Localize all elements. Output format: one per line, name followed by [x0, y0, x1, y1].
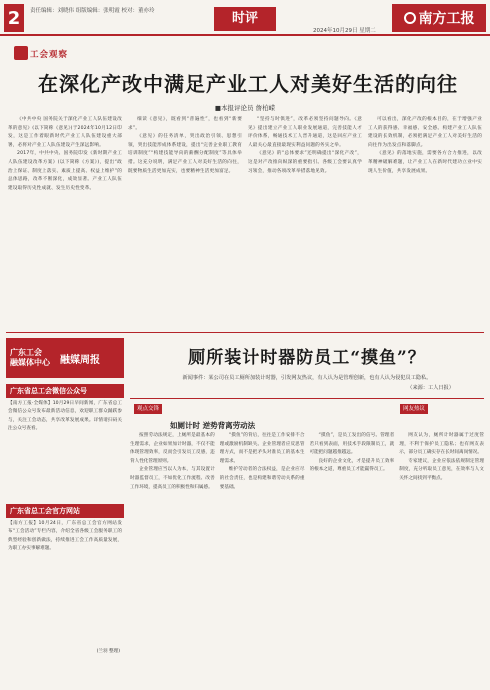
sidebar-title-line: 广东工会 — [10, 348, 42, 357]
paragraph: 良好的企业文化，才是提升员工效率的根本之道，尊重员工才能赢得员工。 — [309, 458, 395, 473]
feature-lead: 新闻事件：某公司在员工厕所加装计时器，引发网友热议，有人认为是管理创新，也有人认为侵犯员工隐私。 — [182, 375, 432, 381]
paragraph: 企业管理应当以人为本，与其设置计时器监督员工，不如优化工作流程、改善工作环境，提高员工的积极性和归属感。 — [130, 467, 215, 490]
sidebar-signoff: (兰羽 整理) — [96, 649, 120, 654]
sidebar-title — [10, 348, 50, 368]
website-box-text: 【南方工报】10月24日，广东省总工会官方网站发布“工会活动”专栏内容，介绍全省各级工会服务职工的典型经验和创新做法，持续推进工会工作高质量发展，为职工办实事解难题。 — [8, 521, 122, 552]
tag-left: 观点交锋 — [134, 404, 162, 414]
editors-credit: 责任编辑：刘晓伟 组版编辑：张明霞 校对：董亦玲 — [30, 8, 155, 14]
article-byline: ■本报评论员 詹柏嵘 — [214, 104, 276, 112]
tag-right: 网友热议 — [400, 404, 428, 414]
paragraph: 按照劳动法规定，上厕所是最基本的生理需求，企业如果加计时器，不仅不能体现管理效率，反而会引发员工反感，违背人性化管理原则。 — [130, 433, 215, 464]
page-header — [0, 0, 490, 36]
section-title: 时评 — [214, 7, 276, 31]
paragraph: 《意见》的“总体要求”还明确提出“深化产改”，这是对产改推向纵深的重要指引。各级工会要认真学习领会，推动各项改革举措落地见效。 — [248, 151, 362, 174]
article-body — [8, 116, 482, 328]
feature-headline: 厕所装计时器防员工“摸鱼”？ — [188, 347, 426, 368]
article-column — [248, 116, 362, 328]
logo-mark-icon — [404, 12, 416, 24]
sidebar-header — [6, 338, 124, 378]
paragraph: 专家建议，企业应依法依规制定管理制度，充分听取员工意见，在效率与人文关怀之间找到平衡点。 — [399, 458, 484, 481]
paragraph: 细读《意见》，既看到“普遍性”，也看到“新要求”。 — [128, 117, 242, 131]
paragraph: 网友认为，厕所计时器属于过度管理，不利于保护员工隐私；也有网友表示，部分员工确实存在长时间离岗情况。 — [399, 433, 484, 456]
feature-subtitle: 如厕计时 逆势背离劳动法 — [170, 421, 256, 430]
article-headline: 在深化产改中满足产业工人对美好生活的向往 — [38, 72, 458, 96]
page-number: 2 — [4, 4, 24, 32]
paragraph: 2017年，中共中央、国务院印发《新时期产业工人队伍建设改革方案》(以下简称《方案》)，提出“政治上保证、制度上落实、素质上提高、权益上维护”的总体思路，改革不断深化，成效显著。产业工人队伍建设取得历史性成就、发生历史性变革。 — [8, 151, 122, 191]
paragraph: “摸鱼”，是员工发出的信号。管理者若只看到表面，用技术手段限制员工，就可能把问题越推越远。 — [309, 433, 395, 456]
paragraph: 维护劳动者的合法权益，是企业应尽的社会责任，也是构建和谐劳动关系的重要基础。 — [219, 467, 305, 490]
website-box-title: 广东省总工会官方网站 — [6, 504, 124, 518]
paragraph: 《中共中央 国务院关于深化产业工人队伍建设改革的意见》(以下简称《意见》)于2024年10月12日印发，这是工作着眼新时代产业工人队伍建设重大部署，必将对产业工人队伍建设产生深远影响。 — [8, 117, 122, 148]
wechat-box-text: 【南方工报·全媒体】10月29日早间新闻，广东省总工会微信公众号发布最新活动信息，欢迎职工群众踊跃参与，关注工会动态，共享改革发展成果。详情请扫码关注公众号查看。 — [8, 401, 122, 432]
feature-divider — [130, 398, 484, 399]
logo-text: 南方工报 — [418, 11, 475, 27]
feature-column — [310, 432, 395, 684]
article-column — [368, 116, 482, 328]
article-column — [128, 116, 242, 328]
paragraph: “摸鱼”的背后，往往是工作安排不合理或激励机制缺失。企业管理者应反思管理方式，而不是把矛头对准员工的基本生理需求。 — [219, 433, 305, 464]
paragraph: “坚持与时俱进”，改革必须坚持问题导向。《意见》提出建立产业工人职业发展通道，完善技能人才评价体系，畅通技术工人晋升通道，这是回应产业工人最关心最直接最现实利益问题的务实之举。 — [248, 117, 362, 148]
paragraph: 《意见》的落地实施，需要各方合力推进，以改革精神破解难题，让产业工人在新时代建功立业中实现人生价值，共享发展成果。 — [368, 151, 482, 174]
feature-article — [130, 338, 484, 686]
sidebar-title-line: 融媒体中心 — [10, 358, 50, 367]
kicker-icon — [14, 46, 28, 60]
feature-body — [130, 432, 484, 684]
feature-source: （来源：工人日报） — [407, 385, 454, 391]
sidebar-media-center — [6, 338, 124, 686]
feature-column — [220, 432, 305, 684]
paragraph: 可以看出，深化产改的根本目的，在于增强产业工人的获得感、幸福感、安全感。构建产业工人队伍建设的长效机制，必须把满足产业工人对美好生活的向往作为出发点和落脚点。 — [368, 117, 482, 148]
paragraph: 《意见》的任务清单，突出政治引领、思想引领，突出技能形成体系建设，提出“完善企业职工教育培训制度”“构建技能导向的薪酬分配制度”等具体举措。这充分说明，满足产业工人对美好生活的向往，既要物质生活更加充实，也要精神生活更加富足。 — [128, 134, 242, 174]
wechat-box-title: 广东省总工会微信公众号 — [6, 384, 124, 398]
newspaper-logo — [392, 4, 486, 32]
column-kicker: 工会观察 — [30, 50, 69, 60]
sidebar-brand: 融媒周报 — [60, 354, 100, 366]
issue-date: 2024年10月29日 星期二 — [313, 28, 376, 34]
feature-column — [130, 432, 215, 684]
section-divider — [6, 332, 484, 333]
article-column — [8, 116, 122, 328]
feature-column — [399, 432, 484, 684]
